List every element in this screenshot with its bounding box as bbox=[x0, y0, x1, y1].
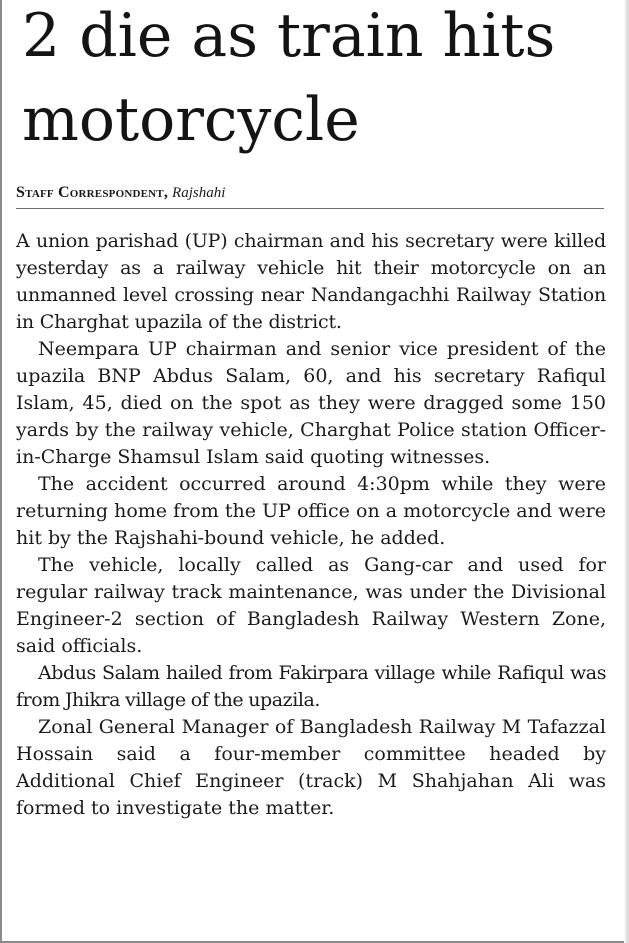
byline bbox=[16, 184, 604, 209]
article-paragraph: A union parishad (UP) chairman and his secretary were killed yesterday as a railway vehicle hit their motorcycle on an unmanned level crossing near Nandangachhi Railway Station in Charghat upazila of the district. bbox=[16, 230, 606, 333]
article-paragraph: The accident occurred around 4:30pm while they were returning home from the UP office on a motorcycle and were hit by the Rajshahi-bound vehicle, he added. bbox=[16, 473, 606, 549]
article-paragraph: Zonal General Manager of Bangladesh Railway M Tafazzal Hossain said a four-member committee headed by Additional Chief Engineer (track) M Shahjahan Ali was formed to investigate the matter. bbox=[16, 716, 606, 819]
byline-author: Staff Correspondent, bbox=[16, 184, 169, 201]
byline-location: Rajshahi bbox=[172, 185, 226, 201]
article-paragraph: Neempara UP chairman and senior vice president of the upazila BNP Abdus Salam, 60, and his secretary Rafiqul Islam, 45, died on the spot as they were dragged some 150 yards by the railway vehicle, Charghat Police station Officer-in-Charge Shamsul Islam said quoting witnesses. bbox=[16, 338, 606, 468]
article-body bbox=[16, 228, 606, 822]
column-rule bbox=[624, 0, 629, 943]
article-paragraph: The vehicle, locally called as Gang-car and used for regular railway track maintenance, was under the Divisional Engineer-2 section of Bangladesh Railway Western Zone, said officials. bbox=[16, 554, 606, 657]
headline: 2 die as train hits motorcycle bbox=[22, 1, 556, 155]
article-paragraph: Abdus Salam hailed from Fakirpara village while Rafiqul was from Jhikra village of the upazila. bbox=[16, 662, 606, 711]
